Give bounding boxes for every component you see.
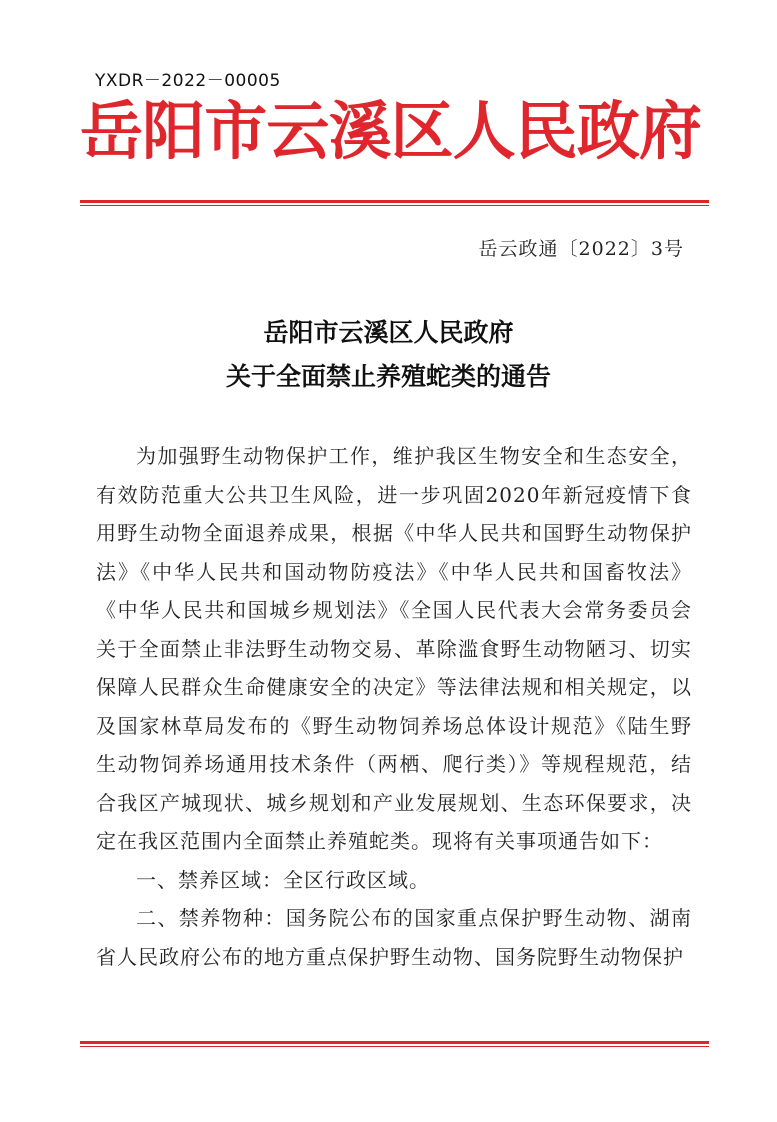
body-paragraph-intro: 为加强野生动物保护工作，维护我区生物安全和生态安全，有效防范重大公共卫生风险，进一步巩固2020年新冠疫情下食用野生动物全面退养成果，根据《中华人民共和国野生动物保护法》《中华人民共和国动物防疫法》《中华人民共和国畜牧法》《中华人民共和国城乡规划法》《全国人民代表大会常务委员会关于全面禁止非法野生动物交易、革除滥食野生动物陋习、切实保障人民群众生命健康安全的决定》等法律法规和相关规定，以及国家林草局发布的《野生动物饲养场总体设计规范》《陆生野生动物饲养场通用技术条件（两栖、爬行类）》等规程规范，结合我区产城现状、城乡规划和产业发展规划、生态环保要求，决定在我区范围内全面禁止养殖蛇类。现将有关事项通告如下： [96,444,692,853]
issuing-authority-heading: 岳阳市云溪区人民政府 [80,95,700,168]
header-rule-thin [80,205,709,206]
document-code: YXDR－2022－00005 [95,71,281,91]
notice-title-line1: 岳阳市云溪区人民政府 [263,318,514,347]
notice-body [96,437,692,976]
document-number: 岳云政通〔2022〕3号 [478,238,684,260]
notice-title-line2: 关于全面禁止养殖蛇类的通告 [225,362,551,391]
header-rule-thick [80,200,709,203]
body-paragraph-area: 一、禁养区域：全区行政区域。 [136,867,430,892]
footer-rule-thin [80,1046,709,1047]
footer-rule-thick [80,1041,709,1044]
body-paragraph-species: 二、禁养物种：国务院公布的国家重点保护野生动物、湖南省人民政府公布的地方重点保护野生动物、国务院野生动物保护 [96,906,692,969]
